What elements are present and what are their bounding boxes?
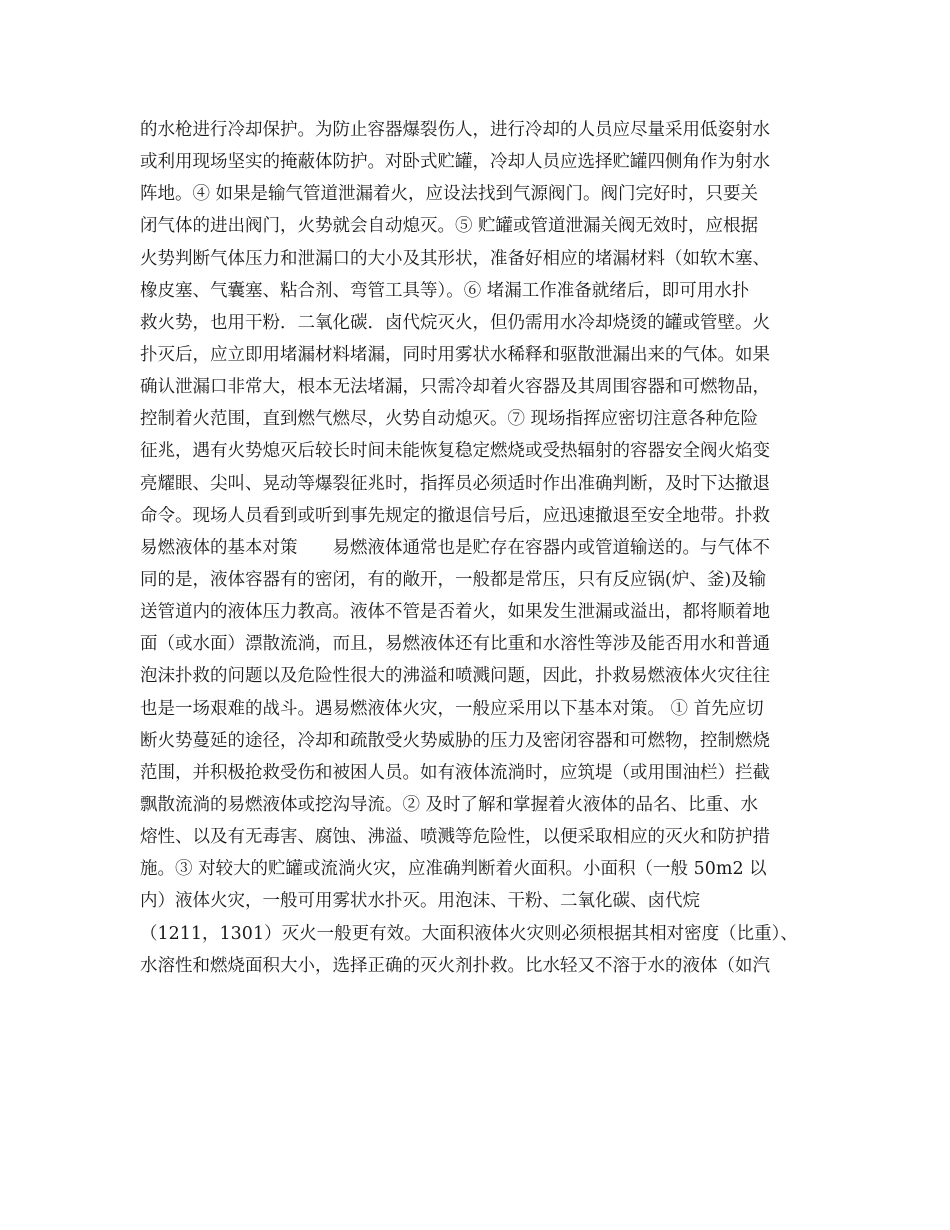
text-line: 或利用现场坚实的掩蔽体防护。对卧式贮罐，冷却人员应选择贮罐四侧角作为射水 [140,152,770,173]
text-line: 断火势蔓延的途径，冷却和疏散受火势威胁的压力及密闭容器和可燃物，控制燃烧 [140,730,770,751]
text-line: 易燃液体的基本对策 易燃液体通常也是贮存在容器内或管道输送的。与气体不 [140,537,770,558]
text-line: 范围，并积极抢救受伤和被困人员。如有液体流淌时，应筑堤（或用围油栏）拦截 [140,762,770,783]
text-line: 橡皮塞、气囊塞、粘合剂、弯管工具等）。⑥ 堵漏工作准备就绪后，即可用水扑 [140,280,750,301]
text-line: 救火势，也用干粉．二氧化碳．卤代烷灭火，但仍需用水冷却烧烫的罐或管壁。火 [140,312,770,333]
text-line: 亮耀眼、尖叫、晃动等爆裂征兆时，指挥员必须适时作出准确判断，及时下达撤退 [140,473,770,494]
text-line: 的水枪进行冷却保护。为防止容器爆裂伤人，进行冷却的人员应尽量采用低姿射水 [140,120,770,140]
text-line: 飘散流淌的易燃液体或挖沟导流。② 及时了解和掌握着火液体的品名、比重、水 [140,794,759,815]
text-line: 同的是，液体容器有的密闭，有的敞开，一般都是常压，只有反应锅(炉、釜)及输 [140,569,767,590]
text-line: 阵地。④ 如果是输气管道泄漏着火，应设法找到气源阀门。阀门完好时，只要关 [140,184,759,205]
text-line: 确认泄漏口非常大，根本无法堵漏，只需冷却着火容器及其周围容器和可燃物品， [140,377,770,398]
text-line: 送管道内的液体压力教高。液体不管是否着火，如果发生泄漏或溢出，都将顺着地 [140,602,770,623]
text-line: 内）液体火灾，一般可用雾状水扑灭。用泡沫、干粉、二氧化碳、卤代烷 [140,891,700,912]
text-line: 面（或水面）漂散流淌，而且，易燃液体还有比重和水溶性等涉及能否用水和普通 [140,634,770,655]
text-line: 熔性、以及有无毒害、腐蚀、沸溢、喷溅等危险性，以便采取相应的灭火和防护措 [140,827,770,848]
text-line: 也是一场艰难的战斗。遇易燃液体火灾，一般应采用以下基本对策。 ① 首先应切 [140,698,764,719]
text-line: 闭气体的进出阀门，火势就会自动熄灭。⑤ 贮罐或管道泄漏关阀无效时，应根据 [140,216,759,237]
text-line: 命令。现场人员看到或听到事先规定的撤退信号后，应迅速撤退至安全地带。扑救 [140,505,770,526]
text-line: 扑灭后，应立即用堵漏材料堵漏，同时用雾状水稀释和驱散泄漏出来的气体。如果 [140,344,770,365]
text-line: 泡沫扑救的问题以及危险性很大的沸溢和喷溅问题，因此，扑救易燃液体火灾往往 [140,666,770,687]
text-line: 控制着火范围，直到燃气燃尽，火势自动熄灭。⑦ 现场指挥应密切注意各种危险 [140,409,759,430]
text-line: 征兆，遇有火势熄灭后较长时间未能恢复稳定燃烧或受热辐射的容器安全阀火焰变 [140,441,770,462]
text-line: 施。③ 对较大的贮罐或流淌火灾，应准确判断着火面积。小面积（一般 50m2 以 [140,859,767,880]
text-line: （1211，1301）灭火一般更有效。大面积液体火灾则必须根据其相对密度（比重）、 [140,923,798,944]
body-text [140,114,820,982]
text-line: 水溶性和燃烧面积大小，选择正确的灭火剂扑救。比水轻又不溶于水的液体（如汽 [140,955,770,976]
text-line: 火势判断气体压力和泄漏口的大小及其形状，准备好相应的堵漏材料（如软木塞、 [140,248,770,269]
